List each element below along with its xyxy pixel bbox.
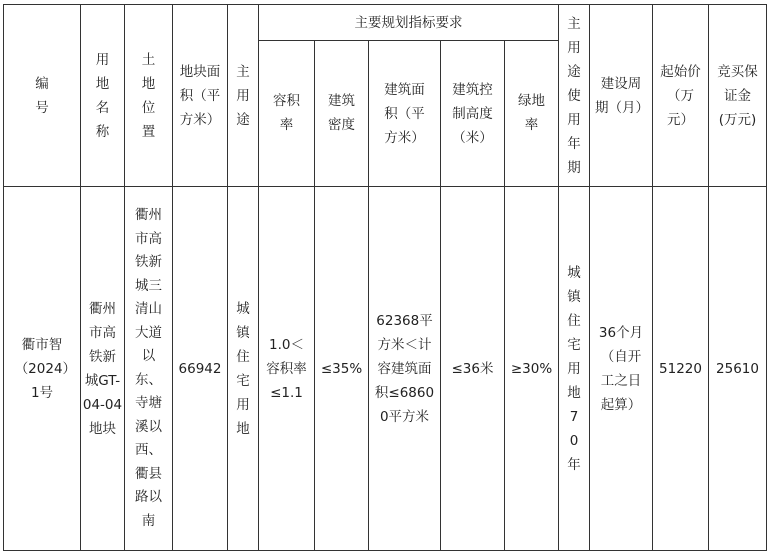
cell-number: 衢市智（2024）1号 [4,187,81,551]
header-deposit: 竞买保证金(万元) [709,5,767,187]
header-height: 建筑控制高度（米） [441,41,505,187]
cell-area: 66942 [173,187,228,551]
land-auction-table [3,4,767,551]
header-density: 建筑密度 [315,41,369,187]
header-building-area: 建筑面积（平方米） [369,41,441,187]
cell-building-area: 62368平方米＜计容建筑面积≤68600平方米 [369,187,441,551]
cell-use-years: 城镇住宅用地70年 [559,187,590,551]
header-main-use: 主用途 [228,5,259,187]
cell-main-use: 城镇住宅用地 [228,187,259,551]
header-start-price: 起始价（万元） [653,5,709,187]
cell-start-price: 51220 [653,187,709,551]
table-row [4,187,767,551]
header-build-period: 建设周期（月） [590,5,653,187]
header-area: 地块面积（平方米） [173,5,228,187]
header-plot-ratio: 容积率 [259,41,315,187]
header-land-name: 用地名称 [81,5,125,187]
header-planning-group: 主要规划指标要求 [259,5,559,41]
cell-location: 衢州市高铁新城三清山大道以东、寺塘溪以西、衢县路以南 [125,187,173,551]
header-use-years: 主用途使用年期 [559,5,590,187]
header-location: 土地位置 [125,5,173,187]
cell-height: ≤36米 [441,187,505,551]
header-row-1 [4,5,767,41]
cell-deposit: 25610 [709,187,767,551]
cell-plot-ratio: 1.0＜容积率≤1.1 [259,187,315,551]
cell-density: ≤35% [315,187,369,551]
cell-build-period: 36个月（自开工之日起算） [590,187,653,551]
header-number: 编号 [4,5,81,187]
cell-green: ≥30% [505,187,559,551]
cell-land-name: 衢州市高铁新城GT-04-04地块 [81,187,125,551]
header-green: 绿地率 [505,41,559,187]
